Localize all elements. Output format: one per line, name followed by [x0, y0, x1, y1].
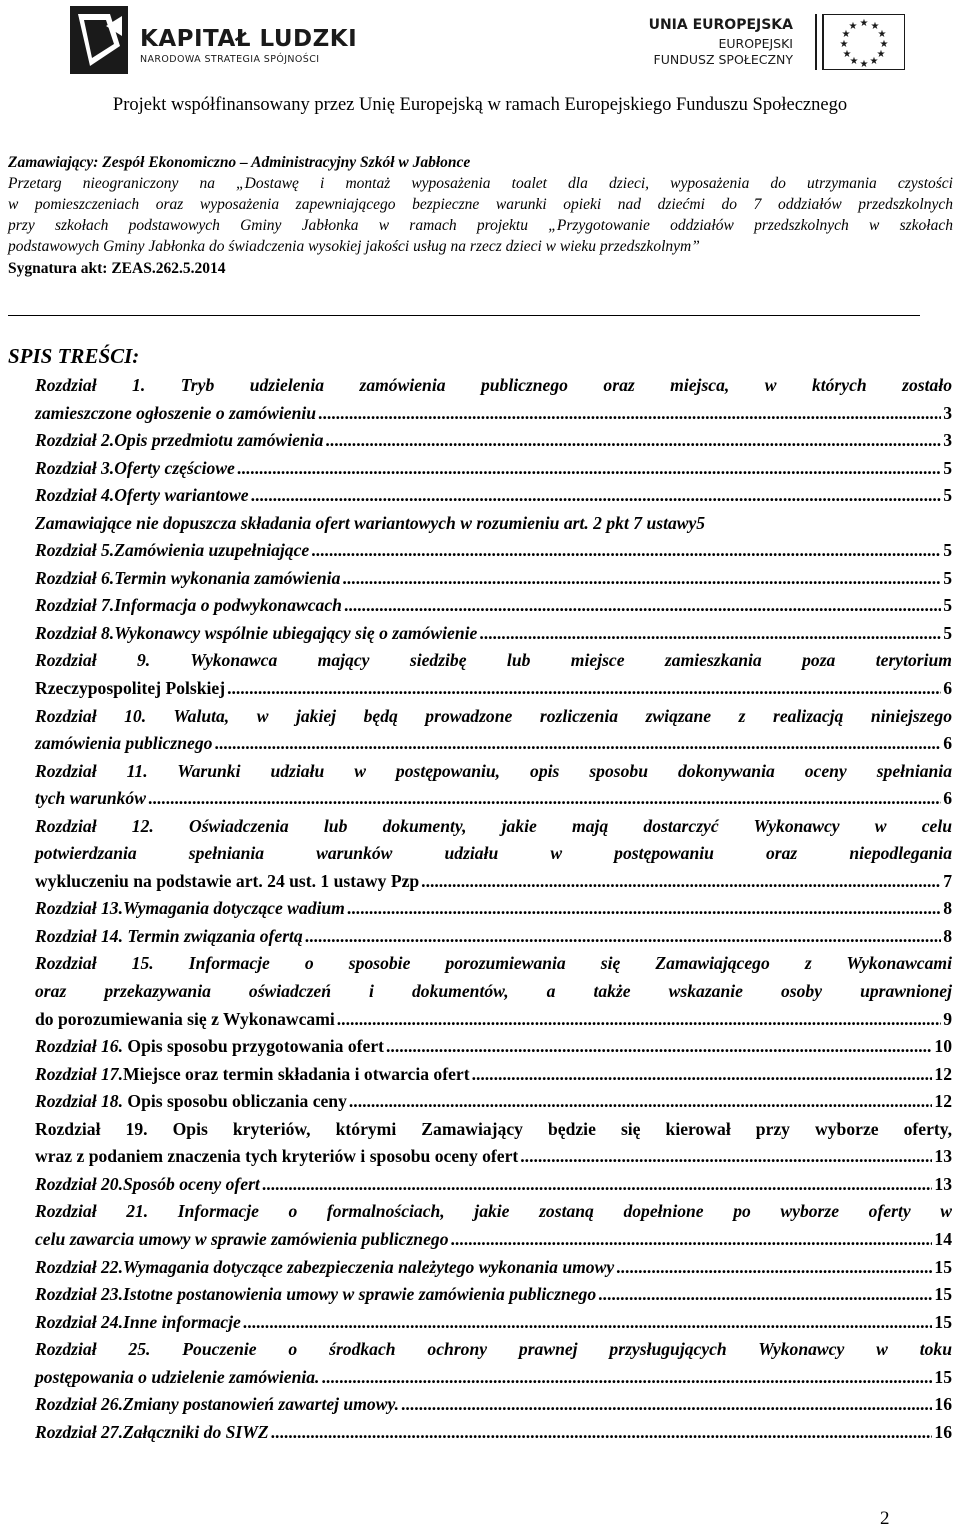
toc-entry-23[interactable] — [35, 1281, 952, 1309]
toc-entry-15[interactable] — [35, 950, 952, 1033]
toc-leader — [271, 1419, 933, 1447]
toc-entry-27[interactable] — [35, 1419, 952, 1447]
toc-entry-title: Miejsce oraz termin składania i otwarcia ofert — [123, 1063, 470, 1084]
toc-entry-11[interactable] — [35, 758, 952, 813]
toc-page: 3 — [943, 430, 952, 451]
toc-chapter-no: Rozdział 17. — [35, 1063, 123, 1084]
table-of-contents — [35, 372, 952, 1446]
toc-chapter-no: Rozdział 24. — [35, 1311, 123, 1332]
toc-leader — [349, 1088, 933, 1116]
toc-entry-title: Sposób oceny ofert — [123, 1173, 260, 1194]
toc-entry-18[interactable] — [35, 1088, 952, 1116]
toc-entry-title: Informacja o podwykonawcach — [114, 595, 342, 616]
toc-leader — [237, 455, 941, 483]
toc-page: 6 — [943, 788, 952, 809]
toc-leader — [262, 1171, 933, 1199]
kapital-ludzki-flag-icon — [70, 6, 128, 74]
toc-leader — [451, 1226, 933, 1254]
svg-text:★: ★ — [859, 59, 869, 70]
toc-page: 7 — [943, 870, 952, 891]
toc-entry-title: Rozdział 21. Informacje o formalnościach, jakie zostaną dopełnione po wyborze oferty w — [35, 1201, 952, 1222]
toc-entry-19[interactable] — [35, 1116, 952, 1171]
toc-page: 6 — [943, 733, 952, 754]
toc-leader — [227, 675, 941, 703]
toc-entry-title: Rozdział 11. Warunki udziału w postępowaniu, opis sposobu dokonywania oceny spełniania — [35, 760, 952, 781]
svg-text:★: ★ — [877, 29, 887, 40]
tender-line: Przetarg nieograniczony na „Dostawę i montaż wyposażenia toalet dla dzieci, wyposażenia do utrzymania czystości — [8, 175, 953, 192]
toc-entry-9[interactable] — [35, 647, 952, 702]
toc-entry-title: Rozdział 15. Informacje o sposobie porozumiewania się Zamawiającego z Wykonawcami — [35, 953, 952, 974]
toc-leader — [472, 1061, 933, 1089]
cofinancing-note: Projekt współfinansowany przez Unię Europejską w ramach Europejskiego Funduszu Społecznego — [112, 95, 848, 115]
toc-entry-title-cont: potwierdzania spełniania warunków udziału w postępowaniu oraz niepodlegania — [35, 843, 952, 864]
tender-line: podstawowych Gminy Jabłonka do świadczenia wysokiej jakości usług na rzecz dzieci w wieku przedszkolnym” — [8, 238, 700, 255]
toc-entry-title: Rozdział 25. Pouczenie o środkach ochrony prawnej przysługujących Wykonawcy w toku — [35, 1339, 952, 1360]
toc-entry-title: Zamawiające nie dopuszcza składania ofert wariantowych w rozumieniu art. 2 pkt 7 ustawy5 — [35, 512, 706, 533]
toc-entry-title: Rozdział 12. Oświadczenia lub dokumenty, jakie mają dostarczyć Wykonawcy w celu — [35, 815, 952, 836]
toc-page: 5 — [943, 485, 952, 506]
toc-entry-title: Oferty wariantowe — [114, 485, 249, 506]
toc-entry-4[interactable] — [35, 482, 952, 510]
toc-entry-title: Opis przedmiotu zamówienia — [114, 430, 324, 451]
toc-chapter-no: Rozdział 6. — [35, 567, 115, 588]
svg-text:★: ★ — [848, 21, 858, 32]
toc-entry-title: Wykonawcy wspólnie ubiegający się o zamówienie — [114, 622, 478, 643]
toc-entry-title: Wymagania dotyczące zabezpieczenia należytego wykonania umowy — [123, 1256, 615, 1277]
toc-page: 8 — [943, 898, 952, 919]
svg-text:★: ★ — [870, 21, 880, 32]
toc-page: 5 — [943, 457, 952, 478]
toc-leader — [148, 785, 941, 813]
toc-entry-title: Rozdział 1. Tryb udzielenia zamówienia publicznego oraz miejsca, w których zostało — [35, 375, 952, 395]
toc-chapter-no: Rozdział 20. — [35, 1173, 123, 1194]
toc-entry-title: Zmiany postanowień zawartej umowy. — [123, 1394, 399, 1415]
toc-leader — [598, 1281, 932, 1309]
toc-page: 12 — [934, 1063, 952, 1084]
toc-leader — [214, 730, 941, 758]
toc-entry-4-sub[interactable] — [35, 510, 952, 538]
toc-chapter-no: Rozdział 22. — [35, 1256, 123, 1277]
toc-page: 5 — [943, 622, 952, 643]
toc-page: 3 — [943, 402, 952, 423]
toc-entry-14[interactable] — [35, 923, 952, 951]
svg-text:★: ★ — [859, 18, 869, 29]
toc-leader — [311, 537, 941, 565]
toc-chapter-no: Rozdział 4. — [35, 485, 115, 506]
eu-logo-line3: FUNDUSZ SPOŁECZNY — [653, 52, 793, 67]
toc-page: 16 — [934, 1421, 952, 1442]
toc-leader — [337, 1006, 941, 1034]
toc-chapter-no: Rozdział 23. — [35, 1284, 123, 1305]
toc-leader — [344, 592, 941, 620]
tender-line: w pomieszczeniach oraz wyposażenia zapewniającego bezpieczne warunki opieki nad dziećmi do 7 oddziałów przedszkolnych — [8, 196, 953, 213]
case-signature: Sygnatura akt: ZEAS.262.5.2014 — [8, 260, 226, 277]
toc-entry-7[interactable] — [35, 592, 952, 620]
toc-entry-5[interactable] — [35, 537, 952, 565]
toc-chapter-no: Rozdział 2. — [35, 430, 115, 451]
eu-logo-line1: UNIA EUROPEJSKA — [648, 17, 793, 33]
eu-efs-logo — [630, 14, 905, 70]
toc-chapter-no: Rozdział 3. — [35, 457, 115, 478]
eu-flag-icon — [809, 14, 905, 70]
toc-page: 5 — [943, 567, 952, 588]
toc-leader — [325, 427, 941, 455]
toc-chapter-no: Rozdział 13. — [35, 898, 123, 919]
horizontal-rule — [8, 315, 920, 316]
toc-chapter-no: Rozdział 18. — [35, 1091, 123, 1112]
toc-entry-2[interactable] — [35, 427, 952, 455]
svg-text:★: ★ — [841, 29, 851, 40]
svg-text:★: ★ — [869, 56, 879, 67]
toc-entry-21[interactable] — [35, 1198, 952, 1253]
toc-leader — [401, 1391, 932, 1419]
svg-text:★: ★ — [839, 39, 849, 50]
toc-entry-title-cont: wykluczeniu na podstawie art. 24 ust. 1 ustawy Pzp — [35, 870, 420, 891]
toc-leader — [520, 1143, 932, 1171]
toc-chapter-no: Rozdział 8. — [35, 622, 115, 643]
toc-page: 8 — [943, 925, 952, 946]
tender-description — [8, 173, 953, 257]
kapital-ludzki-subtitle: NARODOWA STRATEGIA SPÓJNOŚCI — [140, 54, 320, 65]
toc-leader — [243, 1309, 933, 1337]
toc-entry-title-cont: zamówienia publicznego — [35, 733, 213, 754]
toc-entry-title: Opis sposobu przygotowania ofert — [127, 1036, 385, 1057]
toc-page: 13 — [934, 1146, 952, 1167]
toc-entry-13[interactable] — [35, 895, 952, 923]
toc-entry-22[interactable] — [35, 1254, 952, 1282]
toc-chapter-no: Rozdział 5. — [35, 540, 115, 561]
toc-leader — [347, 895, 941, 923]
toc-entry-16[interactable] — [35, 1033, 952, 1061]
toc-page: 15 — [934, 1284, 952, 1305]
toc-entry-24[interactable] — [35, 1309, 952, 1337]
toc-entry-8[interactable] — [35, 620, 952, 648]
toc-page: 13 — [934, 1173, 952, 1194]
toc-page: 9 — [943, 1008, 952, 1029]
toc-leader — [251, 482, 942, 510]
svg-text:★: ★ — [876, 49, 886, 60]
toc-entry-title-cont: oraz przekazywania oświadczeń i dokumentów, a także wskazanie osoby uprawnionej — [35, 981, 952, 1002]
toc-entry-title-cont: Rzeczypospolitej Polskiej — [35, 678, 226, 699]
toc-leader — [479, 620, 941, 648]
kapital-ludzki-logo — [70, 6, 358, 76]
toc-page: 15 — [934, 1256, 952, 1277]
toc-leader — [342, 565, 941, 593]
svg-text:★: ★ — [842, 49, 852, 60]
toc-leader — [321, 1364, 932, 1392]
toc-page: 16 — [934, 1394, 952, 1415]
svg-text:★: ★ — [879, 39, 889, 50]
svg-text:★: ★ — [849, 56, 859, 67]
toc-chapter-no: Rozdział 26. — [35, 1394, 123, 1415]
toc-entry-26[interactable] — [35, 1391, 952, 1419]
toc-entry-10[interactable] — [35, 703, 952, 758]
page-number: 2 — [880, 1508, 890, 1529]
toc-page: 10 — [934, 1036, 952, 1057]
eu-logo-line2: EUROPEJSKI — [718, 36, 793, 51]
toc-leader — [318, 400, 941, 428]
toc-entry-1[interactable] — [35, 372, 952, 427]
toc-page: 5 — [943, 540, 952, 561]
toc-entry-12[interactable] — [35, 813, 952, 896]
toc-entry-title: Opis sposobu obliczania ceny — [127, 1091, 347, 1112]
toc-entry-title: Inne informacje — [123, 1311, 241, 1332]
toc-leader — [305, 923, 941, 951]
toc-entry-title: Zamówienia uzupełniające — [114, 540, 310, 561]
toc-entry-title: Wymagania dotyczące wadium — [123, 898, 345, 919]
toc-entry-title: Rozdział 9. Wykonawca mający siedzibę lub miejsce zamieszkania poza terytorium — [35, 650, 952, 671]
toc-chapter-no: Rozdział 7. — [35, 595, 115, 616]
toc-entry-25[interactable] — [35, 1336, 952, 1391]
kapital-ludzki-title: KAPITAŁ LUDZKI — [140, 26, 358, 52]
toc-chapter-no: Rozdział 16. — [35, 1036, 123, 1057]
toc-entry-title: Termin wykonania zamówienia — [114, 567, 341, 588]
toc-page: 14 — [934, 1228, 952, 1249]
toc-page: 15 — [934, 1311, 952, 1332]
toc-leader — [421, 868, 941, 896]
toc-entry-6[interactable] — [35, 565, 952, 593]
toc-entry-title-cont: postępowania o udzielenie zamówienia. — [35, 1366, 320, 1387]
tender-line: przy szkołach podstawowych Gminy Jabłonka w ramach projektu „Przygotowanie oddziałów przedszkolnych w szkołach — [8, 217, 953, 234]
toc-entry-20[interactable] — [35, 1171, 952, 1199]
toc-entry-title-cont: tych warunków — [35, 788, 146, 809]
toc-leader — [616, 1254, 932, 1282]
toc-title: SPIS TREŚCI: — [8, 344, 140, 368]
toc-entry-17[interactable] — [35, 1061, 952, 1089]
toc-page: 6 — [943, 678, 952, 699]
toc-page: 5 — [943, 595, 952, 616]
toc-chapter-no: Rozdział 27. — [35, 1421, 123, 1442]
toc-entry-title: Termin związania ofertą — [127, 925, 303, 946]
toc-entry-title: Załączniki do SIWZ — [123, 1421, 269, 1442]
toc-entry-title-cont: wraz z podaniem znaczenia tych kryteriów i sposobu oceny ofert — [35, 1146, 519, 1167]
toc-entry-title: Istotne postanowienia umowy w sprawie zamówienia publicznego — [123, 1284, 597, 1305]
toc-entry-title: Oferty częściowe — [114, 457, 235, 478]
toc-page: 15 — [934, 1366, 952, 1387]
toc-entry-title-cont: do porozumiewania się z Wykonawcami — [35, 1008, 335, 1029]
toc-entry-title-cont: celu zawarcia umowy w sprawie zamówienia publicznego — [35, 1228, 449, 1249]
ordering-party: Zamawiający: Zespół Ekonomiczno – Administracyjny Szkół w Jabłonce — [8, 154, 471, 171]
toc-chapter-no: Rozdział 14. — [35, 925, 123, 946]
toc-page: 12 — [934, 1091, 952, 1112]
toc-entry-title-cont: zamieszczone ogłoszenie o zamówieniu — [35, 402, 317, 423]
toc-leader — [386, 1033, 932, 1061]
toc-entry-title: Rozdział 19. Opis kryteriów, którymi Zamawiający będzie się kierował przy wyborze oferty, — [35, 1118, 952, 1139]
toc-entry-3[interactable] — [35, 455, 952, 483]
toc-entry-title: Rozdział 10. Waluta, w jakiej będą prowadzone rozliczenia związane z realizacją niniejszego — [35, 705, 952, 726]
